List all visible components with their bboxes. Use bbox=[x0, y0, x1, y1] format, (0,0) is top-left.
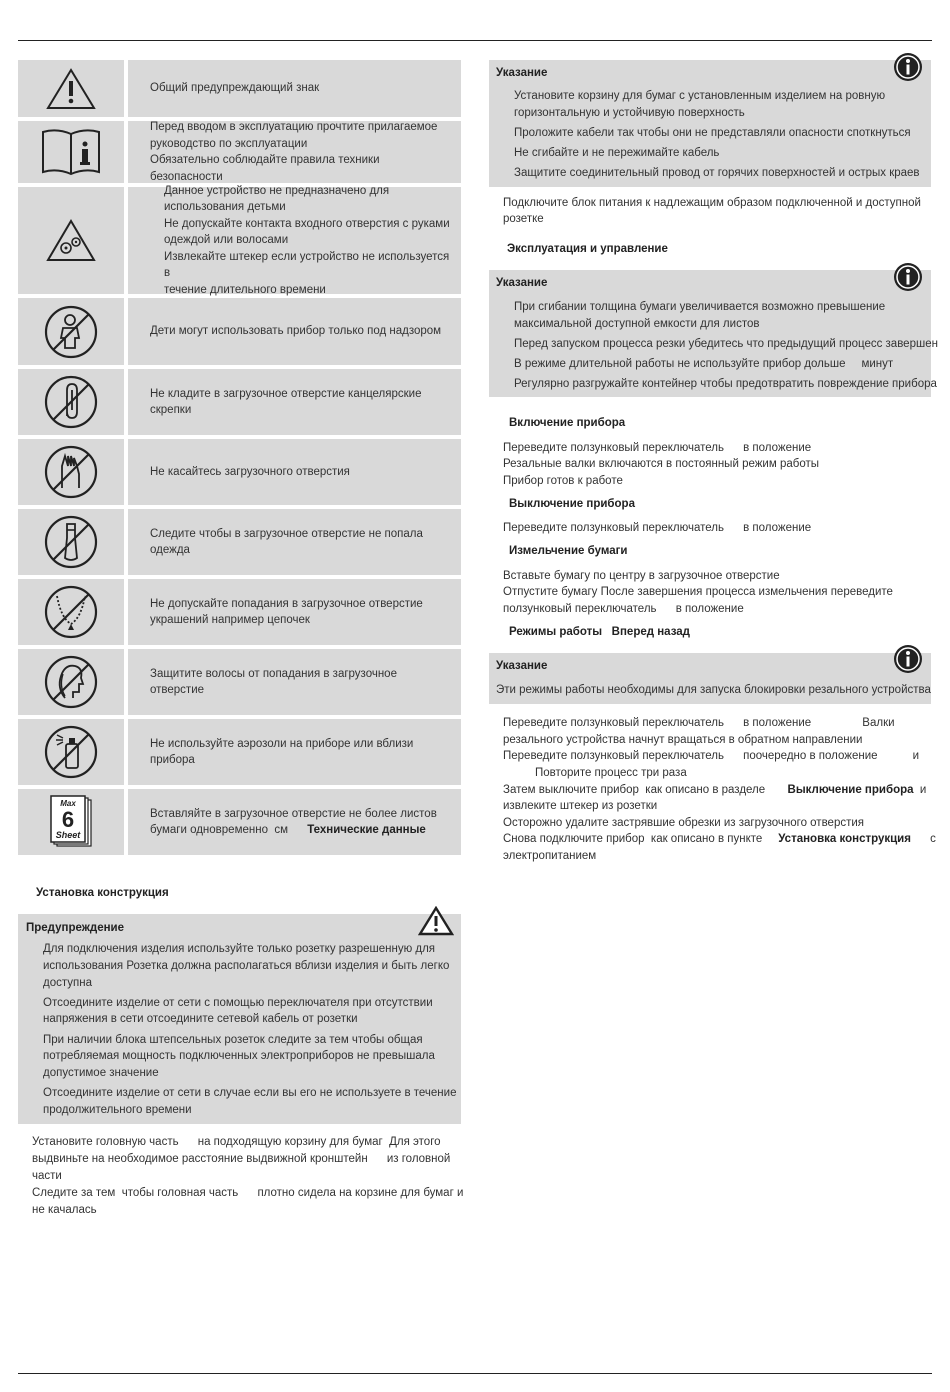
text-span: с bbox=[910, 833, 936, 845]
note-line: Перед запуском процесса резки убедитесь что предыдущий процесс завершен bbox=[514, 338, 938, 350]
symbol-description bbox=[128, 719, 461, 785]
text-span: Снова подключите прибор как описано в пункте bbox=[503, 833, 779, 845]
shredding-heading: Измельчение бумаги bbox=[509, 545, 628, 557]
text-line: Данное устройство не предназначено для bbox=[164, 184, 390, 197]
body-line: Следите за тем чтобы головная часть плотно сидела на корзине для бумаг и bbox=[32, 1187, 464, 1199]
body-line bbox=[503, 782, 926, 799]
symbol-description bbox=[128, 439, 461, 505]
body-line: не качалась bbox=[32, 1204, 97, 1216]
symbol-description bbox=[128, 579, 461, 645]
text-line: Извлекайте штекер если устройство не используется в bbox=[164, 250, 450, 280]
warning-line: Отсоедините изделие от сети в случае если вы его не используете в течение bbox=[43, 1087, 457, 1099]
note-line: горизонтальную и устойчивую поверхность bbox=[514, 107, 745, 119]
no-children-icon bbox=[18, 298, 124, 365]
read-manual-icon bbox=[18, 121, 124, 183]
text-line: руководство по эксплуатации bbox=[150, 137, 308, 150]
warning-line: продолжительного времени bbox=[43, 1104, 192, 1116]
bottom-rule bbox=[18, 1373, 932, 1374]
symbol-description bbox=[128, 789, 461, 855]
no-hair-icon bbox=[18, 649, 124, 715]
warning-triangle-icon bbox=[418, 906, 454, 936]
body-line: Повторите процесс три раза bbox=[503, 767, 687, 779]
body-line: Резальные валки включаются в постоянный режим работы bbox=[503, 458, 820, 470]
operation-heading: Эксплуатация и управление bbox=[507, 243, 668, 255]
max-sheets-icon bbox=[18, 789, 124, 855]
symbol-description bbox=[128, 369, 461, 435]
switch-off-heading: Выключение прибора bbox=[509, 498, 635, 510]
note-line: Защитите соединительный провод от горячих поверхностей и острых краев bbox=[514, 167, 920, 179]
symbol-description bbox=[128, 60, 461, 117]
symbol-description bbox=[128, 649, 461, 715]
symbol-row bbox=[18, 184, 461, 296]
switch-on-heading: Включение прибора bbox=[509, 417, 626, 429]
text-line: Не касайтесь загрузочного отверстия bbox=[150, 465, 350, 478]
note-line: При сгибании толщина бумаги увеличивается возможно превышение bbox=[514, 301, 886, 313]
rotating-parts-warning-icon bbox=[18, 187, 124, 294]
no-jewelry-icon bbox=[18, 579, 124, 645]
warning-line: допустимое значение bbox=[43, 1067, 159, 1079]
warning-line: использования Розетка должна располагаться вблизи изделия и быть легко bbox=[43, 960, 450, 972]
text-line: Дети могут использовать прибор только под надзором bbox=[150, 325, 442, 338]
note-line: максимальной доступной емкости для листов bbox=[514, 318, 760, 330]
text-line: Не допускайте попадания в загрузочное отверстие bbox=[150, 597, 423, 610]
info-icon bbox=[892, 51, 924, 83]
technical-data-ref: Технические данные bbox=[307, 824, 426, 836]
body-line: Отпустите бумагу После завершения процесса измельчения переведите bbox=[503, 586, 893, 598]
warning-line: Для подключения изделия используйте только розетку разрешенную для bbox=[43, 943, 436, 955]
symbol-description bbox=[128, 184, 461, 296]
text-line: использования детьми bbox=[164, 201, 286, 214]
symbol-row bbox=[18, 649, 461, 715]
text-line: Защитите волосы от попадания в загрузочное отверстие bbox=[150, 667, 397, 696]
text-line: украшений например цепочек bbox=[150, 614, 310, 626]
text-line: Общий предупреждающий знак bbox=[150, 82, 320, 95]
text-line: течение длительного времени bbox=[164, 283, 326, 296]
text-line: Вставляйте в загрузочное отверстие не более листов bbox=[150, 807, 437, 820]
text-line bbox=[150, 822, 451, 839]
body-line: Осторожно удалите застрявшие обрезки из загрузочного отверстия bbox=[503, 817, 865, 829]
switch-off-ref: Выключение прибора bbox=[787, 784, 914, 796]
symbol-row bbox=[18, 789, 461, 855]
no-clothing-icon bbox=[18, 509, 124, 575]
symbol-description bbox=[128, 121, 461, 183]
body-line: электропитанием bbox=[503, 850, 597, 862]
symbol-row bbox=[18, 579, 461, 645]
body-line: Переведите ползунковый переключатель в положение Валки bbox=[503, 717, 895, 729]
body-line: Подключите блок питания к надлежащим образом подключенной и доступной bbox=[503, 197, 921, 209]
safety-symbols-table bbox=[18, 60, 461, 859]
note-line: Регулярно разгружайте контейнер чтобы предотвратить повреждение прибора bbox=[514, 378, 937, 390]
body-line: розетке bbox=[503, 213, 544, 225]
info-icon bbox=[892, 643, 924, 675]
text-line: Перед вводом в эксплуатацию прочтите прилагаемое bbox=[150, 121, 438, 133]
no-aerosol-icon bbox=[18, 719, 124, 785]
install-heading: Установка конструкция bbox=[36, 887, 169, 899]
symbol-row bbox=[18, 509, 461, 575]
body-line: части bbox=[32, 1170, 62, 1182]
body-line: Прибор готов к работе bbox=[503, 475, 623, 487]
symbol-row bbox=[18, 369, 461, 435]
warning-line: напряжения в сети отсоедините сетевой кабель от розетки bbox=[43, 1013, 358, 1025]
text-line: скрепки bbox=[150, 404, 192, 416]
body-line: резального устройства начнут вращаться в обратном направлении bbox=[503, 734, 863, 746]
note-line: Проложите кабели так чтобы они не представляли опасности споткнуться bbox=[514, 127, 911, 139]
symbol-row bbox=[18, 719, 461, 785]
general-warning-icon bbox=[18, 60, 124, 117]
text-span: Затем выключите прибор как описано в разделе bbox=[503, 784, 788, 796]
warning-line: Отсоедините изделие от сети с помощью переключателя при отсутствии bbox=[43, 997, 433, 1009]
top-rule bbox=[18, 40, 932, 41]
text-line: Не используйте аэрозоли на приборе или вблизи прибора bbox=[150, 737, 414, 766]
text-line: одеждой или волосами bbox=[164, 234, 289, 247]
body-line: извлеките штекер из розетки bbox=[503, 800, 658, 812]
no-hands-icon bbox=[18, 439, 124, 505]
note-title: Указание bbox=[496, 67, 548, 79]
text-line: Следите чтобы в загрузочное отверстие не попала bbox=[150, 527, 423, 540]
text-span: и bbox=[913, 784, 927, 796]
body-line: выдвиньте на необходимое расстояние выдвижной кронштейн из головной bbox=[32, 1153, 451, 1165]
note-line: Эти режимы работы необходимы для запуска блокировки резального устройства bbox=[496, 684, 931, 696]
body-line: Вставьте бумагу по центру в загрузочное отверстие bbox=[503, 570, 780, 582]
symbol-row bbox=[18, 298, 461, 365]
body-line: Установите головную часть на подходящую корзину для бумаг Для этого bbox=[32, 1136, 441, 1148]
warning-line: При наличии блока штепсельных розеток следите за тем чтобы общая bbox=[43, 1034, 423, 1046]
body-line: Переведите ползунковый переключатель поочередно в положение и bbox=[503, 750, 920, 762]
install-ref: Установка конструкция bbox=[778, 833, 911, 845]
note-line: Не сгибайте и не пережимайте кабель bbox=[514, 147, 720, 159]
symbol-row bbox=[18, 60, 461, 117]
text-line: одежда bbox=[150, 544, 190, 556]
warning-line: доступна bbox=[43, 977, 92, 989]
body-line: ползунковый переключатель в положение bbox=[503, 603, 744, 615]
modes-heading: Режимы работы Вперед назад bbox=[509, 626, 690, 638]
note-line: Установите корзину для бумаг с установленным изделием на ровную bbox=[514, 90, 886, 102]
text-line: Не допускайте контакта входного отверстия с руками bbox=[164, 217, 450, 230]
body-line: Переведите ползунковый переключатель в положение bbox=[503, 442, 812, 454]
max-label: Max bbox=[60, 799, 76, 808]
symbol-row bbox=[18, 121, 461, 183]
max-number: 6 bbox=[61, 807, 75, 832]
info-icon bbox=[892, 261, 924, 293]
warning-title: Предупреждение bbox=[26, 922, 124, 934]
note-line: В режиме длительной работы не используйте прибор дольше минут bbox=[514, 358, 894, 370]
note-title: Указание bbox=[496, 277, 548, 289]
symbol-description bbox=[128, 509, 461, 575]
warning-line: потребляемая мощность подключенных электроприборов не превышала bbox=[43, 1050, 435, 1062]
body-line: Переведите ползунковый переключатель в положение bbox=[503, 522, 812, 534]
text-line: Обязательно соблюдайте правила техники безопасности bbox=[150, 154, 380, 183]
note-title: Указание bbox=[496, 660, 548, 672]
body-line bbox=[503, 831, 936, 848]
sheet-label: Sheet bbox=[55, 830, 81, 840]
symbol-description bbox=[128, 298, 461, 365]
text-span: бумаги одновременно см bbox=[150, 824, 308, 836]
symbol-row bbox=[18, 439, 461, 505]
no-paperclips-icon bbox=[18, 369, 124, 435]
text-line: Не кладите в загрузочное отверстие канцелярские bbox=[150, 387, 422, 400]
